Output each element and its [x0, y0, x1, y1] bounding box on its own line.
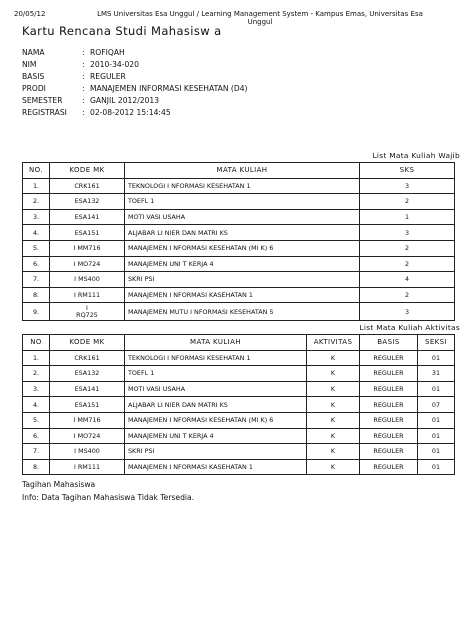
- table-cell: 6.: [23, 256, 50, 272]
- table-cell: 8.: [23, 459, 50, 475]
- table-cell: 2: [360, 194, 455, 210]
- table-row: [23, 256, 455, 272]
- table-cell: REGULER: [360, 366, 418, 382]
- table-cell: I MS400: [50, 272, 125, 288]
- table-cell: K: [307, 428, 360, 444]
- table-row: [23, 428, 455, 444]
- document-title: Kartu Rencana Studi Mahasisw a: [22, 24, 222, 38]
- table-cell: 01: [418, 459, 455, 475]
- table-cell: ALJABAR LI NIER DAN MATRI KS: [125, 397, 307, 413]
- table-cell: MOTI VASI USAHA: [125, 209, 360, 225]
- table-cell: CRK161: [50, 350, 125, 366]
- table-cell: K: [307, 366, 360, 382]
- info-row: [22, 47, 248, 59]
- table-cell: 01: [418, 428, 455, 444]
- table-row: [23, 303, 455, 321]
- table-cell: TOEFL 1: [125, 366, 307, 382]
- table-cell: MANAJEMEN I NFORMASI KESEHATAN (MI K) 6: [125, 412, 307, 428]
- billing-title: Tagihan Mahasiswa: [22, 480, 96, 489]
- print-header-title: LMS Universitas Esa Unggul / Learning Management System - Kampus Emas, Universitas Esa Unggul: [97, 10, 423, 26]
- info-value: REGULER: [90, 72, 126, 81]
- table-cell: [50, 303, 125, 321]
- table-cell: ESA141: [50, 381, 125, 397]
- table-cell: 4.: [23, 397, 50, 413]
- table-cell: I MM716: [50, 240, 125, 256]
- table1-caption: List Mata Kuliah Wajib: [372, 151, 460, 160]
- column-header: SKS: [360, 163, 455, 179]
- table-cell: 3.: [23, 381, 50, 397]
- info-colon: :: [82, 84, 85, 93]
- table-cell: TEKNOLOGI I NFORMASI KESEHATAN 1: [125, 178, 360, 194]
- table-cell: ESA132: [50, 366, 125, 382]
- column-header: MATA KULIAH: [125, 163, 360, 179]
- table-cell: 01: [418, 444, 455, 460]
- info-row: [22, 95, 248, 107]
- table-cell: TOEFL 1: [125, 194, 360, 210]
- table-cell: REGULER: [360, 444, 418, 460]
- table-cell: I MS400: [50, 444, 125, 460]
- table-cell: REGULER: [360, 412, 418, 428]
- info-colon: :: [82, 72, 85, 81]
- table-cell: MANAJEMEN UNI T KERJA 4: [125, 428, 307, 444]
- table-cell: 5.: [23, 240, 50, 256]
- table-row: [23, 272, 455, 288]
- table-cell: I RM111: [50, 287, 125, 303]
- table-row: [23, 366, 455, 382]
- column-header: NO: [23, 335, 50, 351]
- table-cell: 5.: [23, 412, 50, 428]
- info-label: REGISTRASI: [22, 108, 67, 117]
- table-cell: SKRI PSI: [125, 444, 307, 460]
- table-cell: 6.: [23, 428, 50, 444]
- info-label: NIM: [22, 60, 37, 69]
- table-cell: REGULER: [360, 350, 418, 366]
- table-cell: ESA151: [50, 225, 125, 241]
- table-cell: ESA151: [50, 397, 125, 413]
- table-row: [23, 287, 455, 303]
- table-row: [23, 444, 455, 460]
- table-cell: 4: [360, 272, 455, 288]
- table-row: [23, 459, 455, 475]
- info-value: 2010-34-020: [90, 60, 139, 69]
- table-cell: 2: [360, 287, 455, 303]
- table-cell: K: [307, 381, 360, 397]
- info-label: BASIS: [22, 72, 45, 81]
- info-row: [22, 83, 248, 95]
- info-colon: :: [82, 48, 85, 57]
- table-cell: 01: [418, 381, 455, 397]
- info-value: ROFIQAH: [90, 48, 125, 57]
- table-cell: SKRI PSI: [125, 272, 360, 288]
- info-label: PRODI: [22, 84, 46, 93]
- table-cell: MANAJEMEN MUTU I NFORMASI KESEHATAN 5: [125, 303, 360, 321]
- info-row: [22, 59, 248, 71]
- table-cell: 9.: [23, 303, 50, 321]
- column-header: KODE MK: [50, 335, 125, 351]
- table-cell: 2: [360, 256, 455, 272]
- table-cell: 01: [418, 412, 455, 428]
- table-row: [23, 350, 455, 366]
- table-cell: I MO724: [50, 256, 125, 272]
- table-cell: MANAJEMEN I NFORMASI KASEHATAN 1: [125, 459, 307, 475]
- table-cell: TEKNOLOGI I NFORMASI KESEHATAN 1: [125, 350, 307, 366]
- column-header: SEKSI: [418, 335, 455, 351]
- table-cell: 01: [418, 350, 455, 366]
- table-cell: 2.: [23, 366, 50, 382]
- column-header: BASIS: [360, 335, 418, 351]
- table-cell: K: [307, 397, 360, 413]
- column-header: NO.: [23, 163, 50, 179]
- table-cell: REGULER: [360, 397, 418, 413]
- student-info: [22, 47, 248, 119]
- info-row: [22, 71, 248, 83]
- table2-caption: List Mata Kuliah Aktivitas: [359, 323, 460, 332]
- billing-info: Info: Data Tagihan Mahasiswa Tidak Tersedia.: [22, 493, 195, 502]
- table-row: [23, 397, 455, 413]
- mandatory-courses-table: [22, 162, 455, 321]
- table-row: [23, 194, 455, 210]
- info-value: GANJIL 2012/2013: [90, 96, 160, 105]
- table-row: [23, 381, 455, 397]
- info-value: 02-08-2012 15:14:45: [90, 108, 171, 117]
- table-cell: REGULER: [360, 459, 418, 475]
- table-cell: 1.: [23, 350, 50, 366]
- table-cell: I MM716: [50, 412, 125, 428]
- kode-fragment: I: [86, 304, 88, 313]
- table-cell: 07: [418, 397, 455, 413]
- column-header: AKTIVITAS: [307, 335, 360, 351]
- info-label: NAMA: [22, 48, 45, 57]
- table-cell: MANAJEMEN UNI T KERJA 4: [125, 256, 360, 272]
- table-cell: 4.: [23, 225, 50, 241]
- table-cell: I RM111: [50, 459, 125, 475]
- info-label: SEMESTER: [22, 96, 63, 105]
- kode-overflow: RQ725: [76, 311, 98, 320]
- table-cell: ALJABAR LI NIER DAN MATRI KS: [125, 225, 360, 241]
- table-cell: MANAJEMEN I NFORMASI KASEHATAN 1: [125, 287, 360, 303]
- table-cell: 7.: [23, 272, 50, 288]
- table-cell: 8.: [23, 287, 50, 303]
- table-cell: ESA141: [50, 209, 125, 225]
- table-cell: K: [307, 412, 360, 428]
- table-cell: 3: [360, 303, 455, 321]
- table-row: [23, 240, 455, 256]
- table-cell: REGULER: [360, 381, 418, 397]
- table-cell: K: [307, 350, 360, 366]
- table-cell: 2.: [23, 194, 50, 210]
- table-cell: 3.: [23, 209, 50, 225]
- table-cell: MOTI VASI USAHA: [125, 381, 307, 397]
- column-header: MATA KULIAH: [125, 335, 307, 351]
- table-cell: 1: [360, 209, 455, 225]
- table-cell: 7.: [23, 444, 50, 460]
- table-cell: REGULER: [360, 428, 418, 444]
- table-row: [23, 178, 455, 194]
- activity-courses-table: [22, 334, 455, 475]
- table-row: [23, 209, 455, 225]
- table-row: [23, 412, 455, 428]
- table-cell: 31: [418, 366, 455, 382]
- table-cell: ESA132: [50, 194, 125, 210]
- table-cell: 3: [360, 178, 455, 194]
- table-cell: K: [307, 444, 360, 460]
- table-cell: MANAJEMEN I NFORMASI KESEHATAN (MI K) 6: [125, 240, 360, 256]
- table-row: [23, 225, 455, 241]
- table-cell: 3: [360, 225, 455, 241]
- table-cell: 2: [360, 240, 455, 256]
- column-header: KODE MK: [50, 163, 125, 179]
- table-cell: 1.: [23, 178, 50, 194]
- print-date: 20/05/12: [14, 10, 46, 18]
- info-row: [22, 107, 248, 119]
- table-cell: I MO724: [50, 428, 125, 444]
- info-value: MANAJEMEN INFORMASI KESEHATAN (D4): [90, 84, 248, 93]
- table-cell: K: [307, 459, 360, 475]
- table-cell: CRK161: [50, 178, 125, 194]
- info-colon: :: [82, 96, 85, 105]
- info-colon: :: [82, 60, 85, 69]
- info-colon: :: [82, 108, 85, 117]
